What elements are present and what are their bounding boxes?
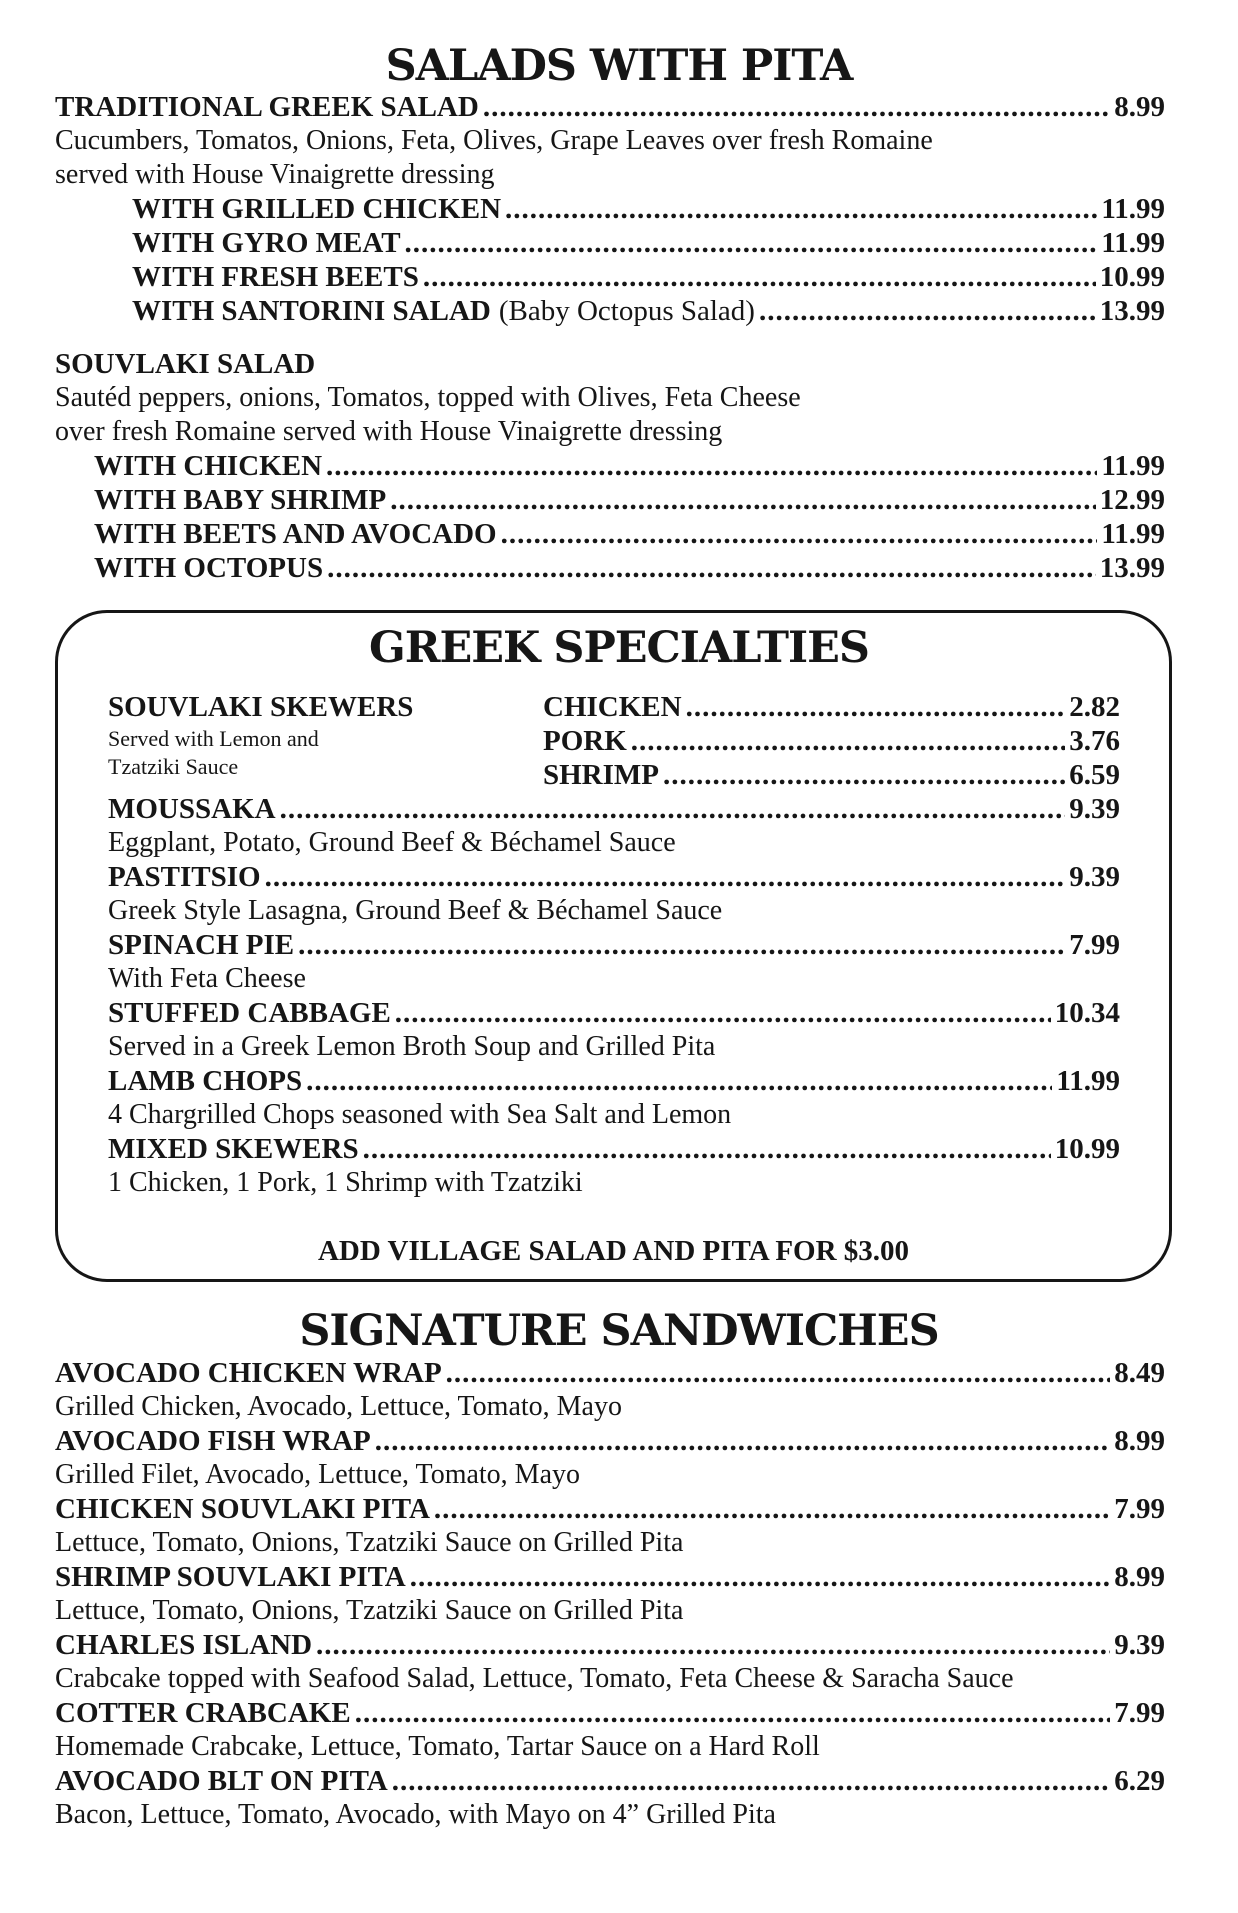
item-name: AVOCADO FISH WRAP	[55, 1425, 371, 1457]
option-name: WITH SANTORINI SALAD	[132, 295, 491, 327]
menu-item	[108, 1132, 1120, 1166]
item-price: 10.34	[1054, 997, 1120, 1029]
dot-leader	[423, 260, 1096, 294]
option-price: 12.99	[1099, 484, 1165, 516]
skewer-option	[543, 758, 1120, 792]
item-name: COTTER CRABCAKE	[55, 1697, 351, 1729]
item-note: Served with Lemon and	[108, 726, 319, 751]
option-price: 11.99	[1101, 450, 1165, 482]
item-description: Crabcake topped with Seafood Salad, Lettuce, Tomato, Feta Cheese & Saracha Sauce	[55, 1663, 1014, 1694]
item-description: Grilled Filet, Avocado, Lettuce, Tomato, Mayo	[55, 1459, 580, 1490]
item-name: CHARLES ISLAND	[55, 1629, 313, 1661]
dot-leader	[501, 517, 1098, 551]
item-price: 7.99	[1114, 1697, 1165, 1729]
option-note: (Baby Octopus Salad)	[498, 295, 755, 327]
option-price: 11.99	[1101, 518, 1165, 550]
menu-item	[55, 1560, 1165, 1594]
menu-option	[94, 483, 1165, 517]
dot-leader	[759, 294, 1096, 328]
dot-leader	[355, 1696, 1111, 1730]
option-name: WITH CHICKEN	[94, 450, 323, 482]
dot-leader	[483, 90, 1110, 124]
salads-heading: SALADS WITH PITA	[385, 41, 853, 91]
item-description: Sautéd peppers, onions, Tomatos, topped with Olives, Feta Cheese	[55, 382, 801, 413]
option-name: WITH GRILLED CHICKEN	[132, 193, 502, 225]
item-name-souvlaki-salad: SOUVLAKI SALAD	[55, 348, 316, 380]
item-description: Served in a Greek Lemon Broth Soup and Grilled Pita	[108, 1031, 716, 1062]
option-name: WITH FRESH BEETS	[132, 261, 419, 293]
item-name: AVOCADO CHICKEN WRAP	[55, 1357, 442, 1389]
option-name: WITH GYRO MEAT	[132, 227, 401, 259]
menu-item	[108, 792, 1120, 826]
item-price: 10.99	[1054, 1133, 1120, 1165]
dot-leader	[316, 1628, 1110, 1662]
item-description: served with House Vinaigrette dressing	[55, 159, 495, 190]
menu-item	[108, 928, 1120, 962]
item-note: Tzatziki Sauce	[108, 754, 239, 779]
specialties-heading: GREEK SPECIALTIES	[369, 623, 869, 673]
dot-leader	[363, 1132, 1051, 1166]
option-name: WITH OCTOPUS	[94, 552, 324, 584]
item-description: Eggplant, Potato, Ground Beef & Béchamel Sauce	[108, 827, 676, 858]
dot-leader	[326, 449, 1097, 483]
option-price: 6.59	[1069, 759, 1120, 791]
item-name: MIXED SKEWERS	[108, 1133, 359, 1165]
item-description: Cucumbers, Tomatos, Onions, Feta, Olives, Grape Leaves over fresh Romaine	[55, 125, 933, 156]
option-name: WITH BEETS AND AVOCADO	[94, 518, 497, 550]
menu-item	[55, 1356, 1165, 1390]
item-price: 8.49	[1114, 1357, 1165, 1389]
item-description: 4 Chargrilled Chops seasoned with Sea Salt and Lemon	[108, 1099, 732, 1130]
item-name: STUFFED CABBAGE	[108, 997, 391, 1029]
menu-option	[94, 517, 1165, 551]
menu-item	[55, 1492, 1165, 1526]
sandwiches-heading: SIGNATURE SANDWICHES	[299, 1306, 939, 1356]
option-name: WITH BABY SHRIMP	[94, 484, 387, 516]
dot-leader	[410, 1560, 1111, 1594]
dot-leader	[392, 1764, 1111, 1798]
dot-leader	[395, 996, 1051, 1030]
dot-leader	[686, 690, 1066, 724]
menu-item	[55, 1628, 1165, 1662]
item-description: Bacon, Lettuce, Tomato, Avocado, with Mayo on 4” Grilled Pita	[55, 1799, 776, 1830]
item-price: 8.99	[1114, 91, 1165, 123]
option-price: 11.99	[1101, 227, 1165, 259]
dot-leader	[298, 928, 1065, 962]
item-description: Lettuce, Tomato, Onions, Tzatziki Sauce on Grilled Pita	[55, 1595, 684, 1626]
item-description: Lettuce, Tomato, Onions, Tzatziki Sauce on Grilled Pita	[55, 1527, 684, 1558]
dot-leader	[405, 226, 1098, 260]
menu-item	[108, 1064, 1120, 1098]
dot-leader	[375, 1424, 1110, 1458]
option-price: 11.99	[1101, 193, 1165, 225]
dot-leader	[280, 792, 1066, 826]
item-name-souvlaki-skewers: SOUVLAKI SKEWERS	[108, 691, 414, 723]
menu-option	[132, 192, 1165, 226]
item-price: 11.99	[1056, 1065, 1120, 1097]
dot-leader	[434, 1492, 1110, 1526]
item-price: 8.99	[1114, 1561, 1165, 1593]
menu-option	[94, 449, 1165, 483]
item-description: over fresh Romaine served with House Vinaigrette dressing	[55, 416, 723, 447]
dot-leader	[265, 860, 1066, 894]
option-price: 2.82	[1069, 691, 1120, 723]
dot-leader	[663, 758, 1065, 792]
addon-note: ADD VILLAGE SALAD AND PITA FOR $3.00	[317, 1235, 910, 1267]
item-price: 9.39	[1069, 861, 1120, 893]
option-price: 13.99	[1099, 552, 1165, 584]
option-name: CHICKEN	[543, 691, 682, 723]
dot-leader	[631, 724, 1065, 758]
option-price: 13.99	[1099, 295, 1165, 327]
item-name: CHICKEN SOUVLAKI PITA	[55, 1493, 430, 1525]
menu-item	[108, 860, 1120, 894]
item-price: 7.99	[1069, 929, 1120, 961]
dot-leader	[327, 551, 1096, 585]
option-price: 3.76	[1069, 725, 1120, 757]
item-name: PASTITSIO	[108, 861, 261, 893]
item-name: TRADITIONAL GREEK SALAD	[55, 91, 479, 123]
menu-item-traditional-greek-salad	[55, 90, 1165, 124]
item-name: LAMB CHOPS	[108, 1065, 303, 1097]
item-description: Homemade Crabcake, Lettuce, Tomato, Tartar Sauce on a Hard Roll	[55, 1731, 820, 1762]
item-name: AVOCADO BLT ON PITA	[55, 1765, 388, 1797]
item-price: 8.99	[1114, 1425, 1165, 1457]
menu-option	[132, 260, 1165, 294]
menu-option	[94, 551, 1165, 585]
option-price: 10.99	[1099, 261, 1165, 293]
menu-option	[132, 226, 1165, 260]
option-name: PORK	[543, 725, 627, 757]
menu-item	[55, 1424, 1165, 1458]
item-description: Greek Style Lasagna, Ground Beef & Béchamel Sauce	[108, 895, 723, 926]
item-description: With Feta Cheese	[108, 963, 306, 994]
item-price: 7.99	[1114, 1493, 1165, 1525]
skewer-option	[543, 690, 1120, 724]
item-name: SHRIMP SOUVLAKI PITA	[55, 1561, 406, 1593]
menu-item	[55, 1696, 1165, 1730]
item-price: 9.39	[1114, 1629, 1165, 1661]
menu-item	[108, 996, 1120, 1030]
menu-item	[55, 1764, 1165, 1798]
dot-leader	[390, 483, 1096, 517]
item-description: 1 Chicken, 1 Pork, 1 Shrimp with Tzatziki	[108, 1167, 583, 1198]
item-description: Grilled Chicken, Avocado, Lettuce, Tomato, Mayo	[55, 1391, 622, 1422]
option-name: SHRIMP	[543, 759, 659, 791]
item-price: 9.39	[1069, 793, 1120, 825]
dot-leader	[446, 1356, 1111, 1390]
dot-leader	[306, 1064, 1052, 1098]
menu-option	[132, 294, 1165, 328]
item-name: SPINACH PIE	[108, 929, 295, 961]
item-name: MOUSSAKA	[108, 793, 276, 825]
dot-leader	[505, 192, 1097, 226]
item-price: 6.29	[1114, 1765, 1165, 1797]
skewer-option	[543, 724, 1120, 758]
